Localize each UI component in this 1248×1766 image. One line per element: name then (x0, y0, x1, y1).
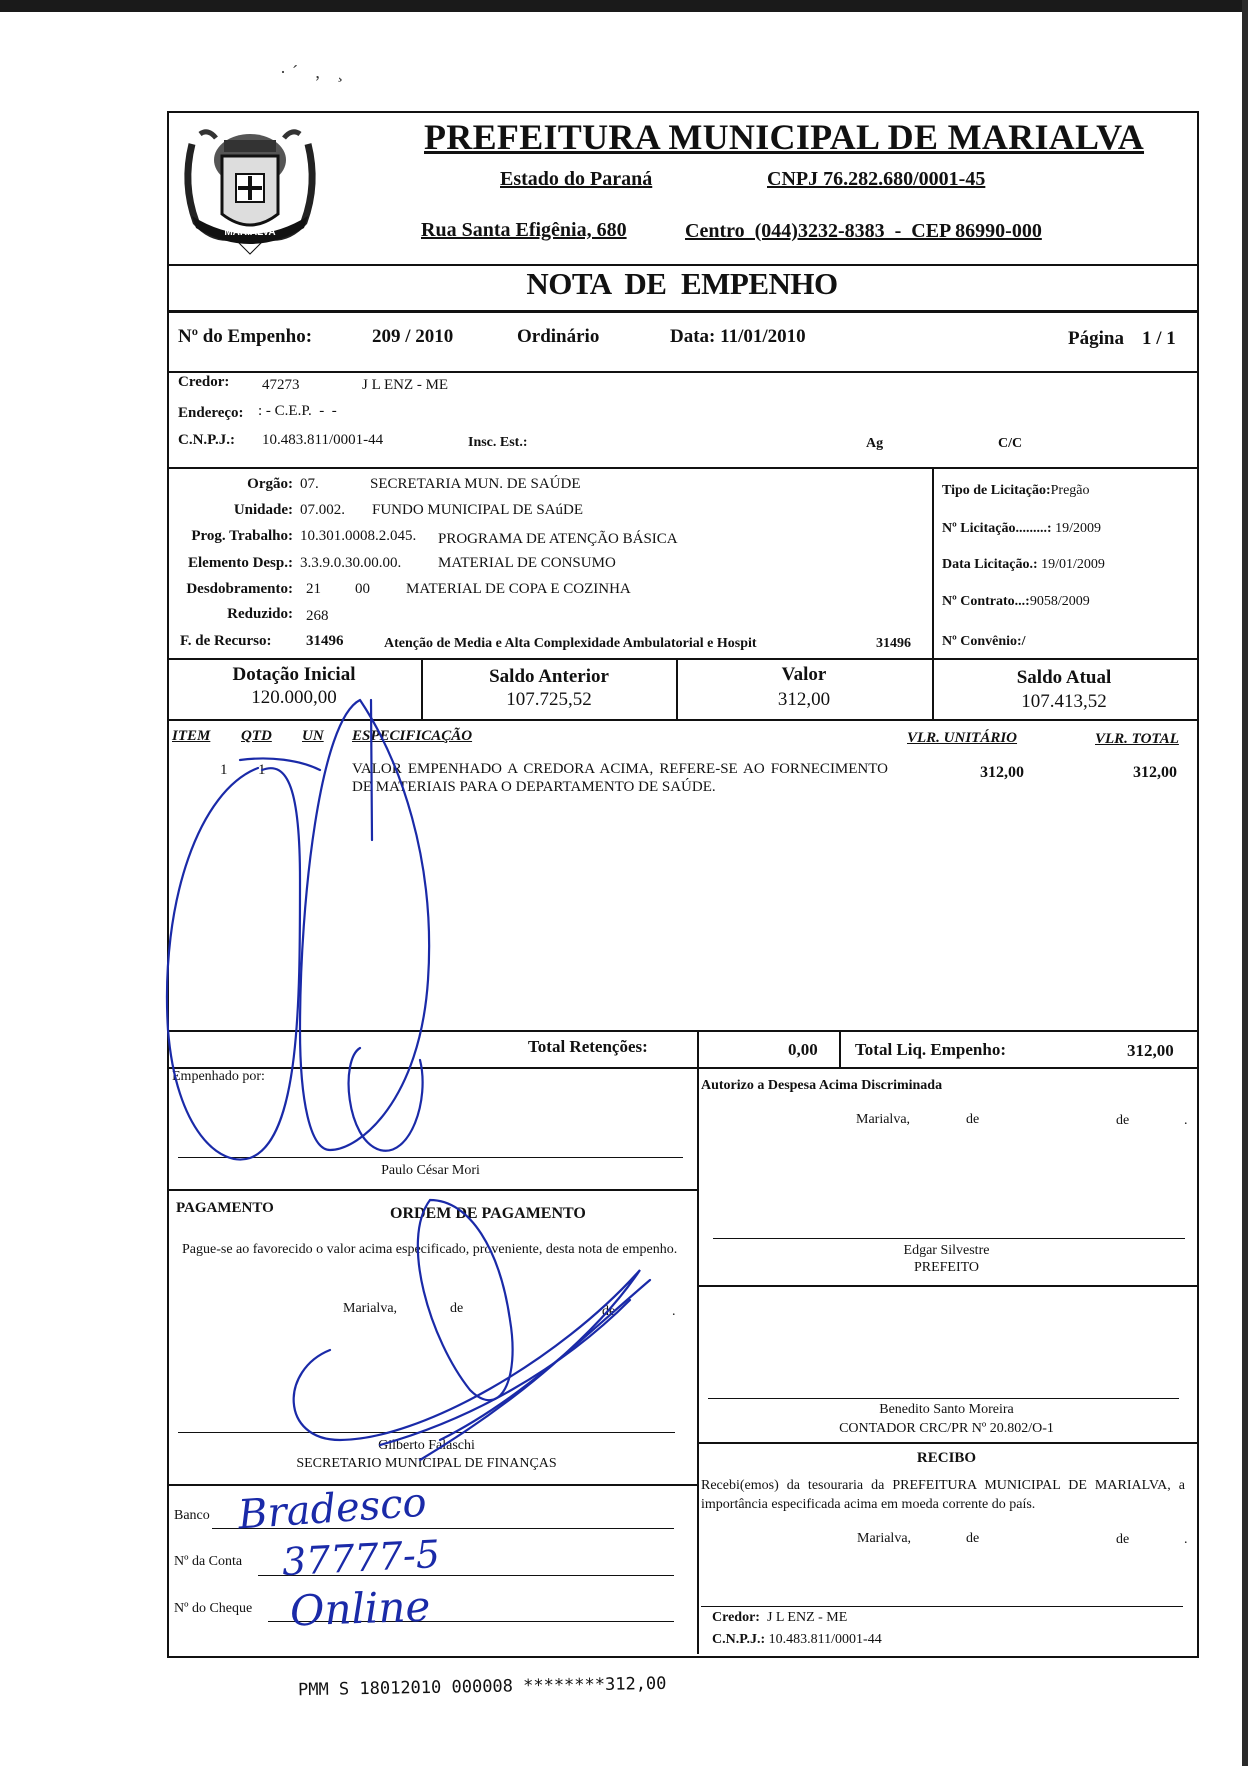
col-header-qtd: QTD (241, 728, 272, 744)
contador-title: CONTADOR CRC/PR Nº 20.802/O-1 (839, 1421, 1054, 1436)
dotacao-value: 120.000,00 (251, 687, 337, 708)
recibo-dot: . (1184, 1532, 1188, 1547)
numero-licitacao-value: 19/2009 (1055, 521, 1101, 536)
signature-line (178, 1157, 683, 1158)
orgao-name: SECRETARIA MUN. DE SAÚDE (370, 476, 581, 492)
tipo-licitacao-label: Tipo de Licitação: (942, 483, 1051, 498)
recurso-name: Atenção de Media e Alta Complexidade Ambulatorial e Hospit (384, 636, 757, 651)
unidade-label: Unidade: (233, 502, 293, 518)
data-licitacao-value: 19/01/2009 (1041, 557, 1105, 572)
item-qty: 1 (258, 762, 266, 778)
reduzido-label: Reduzido: (227, 606, 293, 622)
divider (697, 1068, 699, 1654)
recurso-code-2: 31496 (876, 636, 911, 651)
unidade-code: 07.002. (300, 502, 345, 518)
tipo-licitacao-value: Pregão (1050, 483, 1090, 498)
divider (697, 1442, 1197, 1444)
dotacao-label: Dotação Inicial (232, 664, 356, 685)
item-total-value: 312,00 (1133, 764, 1177, 781)
contador-name: Benedito Santo Moreira (879, 1402, 1014, 1417)
insc-est-label: Insc. Est.: (468, 435, 528, 450)
pagamento-text: Pague-se ao favorecido o valor acima especificado, proveniente, desta nota de empenho. (182, 1242, 678, 1257)
recibo-credor-label: Credor: (712, 1610, 760, 1625)
divider (697, 1285, 1197, 1287)
divider (167, 1189, 697, 1191)
recibo-cnpj (712, 1632, 882, 1648)
cnpj-value: 10.483.811/0001-44 (262, 432, 384, 448)
orgao-code: 07. (300, 476, 319, 492)
cheque-handwritten: Online (289, 1581, 432, 1636)
divider (167, 1484, 697, 1486)
signature-line (701, 1606, 1183, 1607)
col-header-un: UN (302, 728, 324, 744)
recibo-city: Marialva, (857, 1531, 912, 1546)
recibo-text: Recebi(emos) da tesouraria da PREFEITURA MUNICIPAL DE MARIALVA, a importância especificada acima em moeda corrente do país. (701, 1478, 1185, 1512)
recibo-credor (712, 1610, 847, 1626)
total-liq-label: Total Liq. Empenho: (855, 1040, 1006, 1059)
item-description: VALOR EMPENHADO A CREDORA ACIMA, REFERE-SE AO FORNECIMENTO DE MATERIAIS PARA O DEPARTAMENTO DE SAÚDE. (352, 761, 888, 795)
empenho-number: 209 / 2010 (372, 326, 454, 347)
total-retencoes-label: Total Retenções: (528, 1037, 648, 1056)
tipo-licitacao (942, 483, 1090, 499)
unidade-name: FUNDO MUNICIPAL DE SAúDE (372, 502, 583, 518)
desdobramento-sub: 00 (355, 581, 370, 597)
recibo-cnpj-value: 10.483.811/0001-44 (768, 1632, 882, 1647)
prefeito-name: Edgar Silvestre (903, 1243, 990, 1258)
divider (697, 1031, 699, 1068)
divider (167, 1030, 1197, 1032)
recibo-cnpj-label: C.N.P.J.: (712, 1632, 766, 1647)
item-number: 1 (220, 762, 228, 778)
endereco-label: Endereço: (178, 405, 244, 421)
state-label: Estado do Paraná (500, 168, 653, 190)
recibo-de-2: de (1116, 1532, 1130, 1547)
page-number: 1 / 1 (1142, 328, 1176, 349)
numero-convenio: Nº Convênio:/ (942, 634, 1026, 649)
scan-marks: ·ˊ ‚ ¸ (280, 62, 349, 82)
cheque-label: Nº do Cheque (174, 1601, 253, 1616)
recibo-de-1: de (966, 1531, 980, 1546)
elemento-label: Elemento Desp.: (188, 555, 293, 571)
valor-value: 312,00 (777, 689, 831, 710)
autorizo-city: Marialva, (856, 1112, 911, 1127)
banco-handwritten: Bradesco (236, 1479, 429, 1539)
coat-of-arms-banner: MARIALVA (224, 227, 276, 238)
col-header-especificacao: ESPECIFICAÇÃO (352, 728, 473, 744)
banco-label: Banco (174, 1508, 210, 1523)
empenho-date: Data: 11/01/2010 (670, 326, 806, 347)
numero-licitacao (942, 521, 1101, 537)
pagamento-signer-name: Gilberto Falaschi (378, 1438, 475, 1453)
total-liq-value: 312,00 (1127, 1041, 1174, 1060)
saldo-anterior-label: Saldo Anterior (489, 666, 609, 687)
autorizo-de-2: de (1116, 1113, 1130, 1128)
total-retencoes-value: 0,00 (788, 1040, 818, 1059)
conta-handwritten: 37777-5 (280, 1531, 441, 1585)
numero-contrato-label: Nº Contrato...: (942, 594, 1030, 609)
pagamento-city: Marialva, (343, 1301, 398, 1316)
divider (167, 467, 1197, 469)
data-licitacao-label: Data Licitação.: (942, 557, 1038, 572)
autorizo-label: Autorizo a Despesa Acima Discriminada (701, 1078, 943, 1093)
col-header-vlr-unitario: VLR. UNITÁRIO (907, 730, 1018, 746)
machine-authentication: PMM S 18012010 000008 ********312,00 (297, 1673, 667, 1701)
credor-label: Credor: (178, 374, 230, 390)
data-licitacao (942, 557, 1105, 573)
numero-contrato-value: 9058/2009 (1029, 594, 1090, 609)
reduzido-value: 268 (306, 608, 329, 624)
pagamento-dot: . (672, 1304, 676, 1319)
recibo-credor-value: J L ENZ - ME (766, 1610, 848, 1625)
valor-label: Valor (781, 664, 827, 685)
empenhado-por-label: Empenhado por: (172, 1069, 265, 1084)
numero-contrato (942, 594, 1090, 610)
divider (167, 719, 1197, 721)
divider (932, 468, 934, 658)
signature-line (178, 1432, 675, 1433)
desdobramento-code: 21 (306, 581, 321, 597)
empenho-number-label: Nº do Empenho: (178, 326, 313, 347)
divider (167, 1067, 1197, 1069)
saldo-atual-label: Saldo Atual (1016, 667, 1112, 688)
autorizo-de-1: de (966, 1112, 980, 1127)
ag-label: Ag (866, 436, 884, 451)
municipality-title: PREFEITURA MUNICIPAL DE MARIALVA (424, 117, 1145, 157)
ordem-pagamento-label: ORDEM DE PAGAMENTO (390, 1205, 586, 1222)
saldo-anterior-value: 107.725,52 (506, 689, 592, 710)
coat-of-arms-icon (178, 104, 323, 262)
address-street: Rua Santa Efigênia, 680 (421, 219, 627, 241)
pagamento-signer-title: SECRETARIO MUNICIPAL DE FINANÇAS (296, 1456, 557, 1471)
pagamento-de-1: de (450, 1301, 464, 1316)
divider (167, 371, 1197, 373)
orgao-label: Orgão: (247, 476, 293, 492)
col-header-item: ITEM (172, 728, 211, 744)
desdobramento-label: Desdobramento: (186, 581, 293, 597)
elemento-name: MATERIAL DE CONSUMO (438, 555, 616, 571)
saldo-atual-value: 107.413,52 (1021, 691, 1107, 712)
prefeito-title: PREFEITO (913, 1260, 980, 1275)
desdobramento-name: MATERIAL DE COPA E COZINHA (406, 581, 631, 597)
endereco-value: : - C.E.P. - - (258, 403, 337, 419)
signature-line (708, 1398, 1179, 1399)
prog-trabalho-label: Prog. Trabalho: (191, 528, 293, 544)
item-unit-value: 312,00 (980, 764, 1024, 781)
autorizo-dot: . (1184, 1113, 1188, 1128)
credor-name: J L ENZ - ME (362, 377, 449, 393)
recurso-code: 31496 (306, 633, 344, 649)
scan-top-border (0, 0, 1248, 12)
recibo-title: RECIBO (916, 1450, 977, 1466)
address-details: Centro (044)3232-8383 - CEP 86990-000 (685, 220, 1042, 242)
page-label: Página (1068, 328, 1124, 349)
document-title: NOTA DE EMPENHO (526, 266, 838, 301)
prog-trabalho-name: PROGRAMA DE ATENÇÃO BÁSICA (438, 531, 678, 547)
empenho-type: Ordinário (517, 326, 600, 347)
cc-label: C/C (998, 436, 1023, 451)
empenhado-signer: Paulo César Mori (381, 1163, 480, 1178)
prog-trabalho-code: 10.301.0008.2.045. (300, 528, 417, 544)
scan-right-border (1242, 0, 1248, 1766)
numero-licitacao-label: Nº Licitação.........: (942, 521, 1052, 536)
divider (167, 310, 1197, 313)
col-header-vlr-total: VLR. TOTAL (1095, 731, 1179, 747)
divider (839, 1031, 841, 1068)
credor-code: 47273 (262, 377, 300, 393)
elemento-code: 3.3.9.0.30.00.00. (300, 555, 402, 571)
cnpj-header: CNPJ 76.282.680/0001-45 (767, 168, 986, 190)
cnpj-label: C.N.P.J.: (178, 432, 235, 448)
recurso-label: F. de Recurso: (180, 633, 272, 649)
pagamento-label: PAGAMENTO (176, 1200, 274, 1216)
pagamento-de-2: de (602, 1304, 616, 1319)
signature-line (713, 1238, 1185, 1239)
divider (167, 658, 1197, 660)
conta-label: Nº da Conta (174, 1554, 243, 1569)
